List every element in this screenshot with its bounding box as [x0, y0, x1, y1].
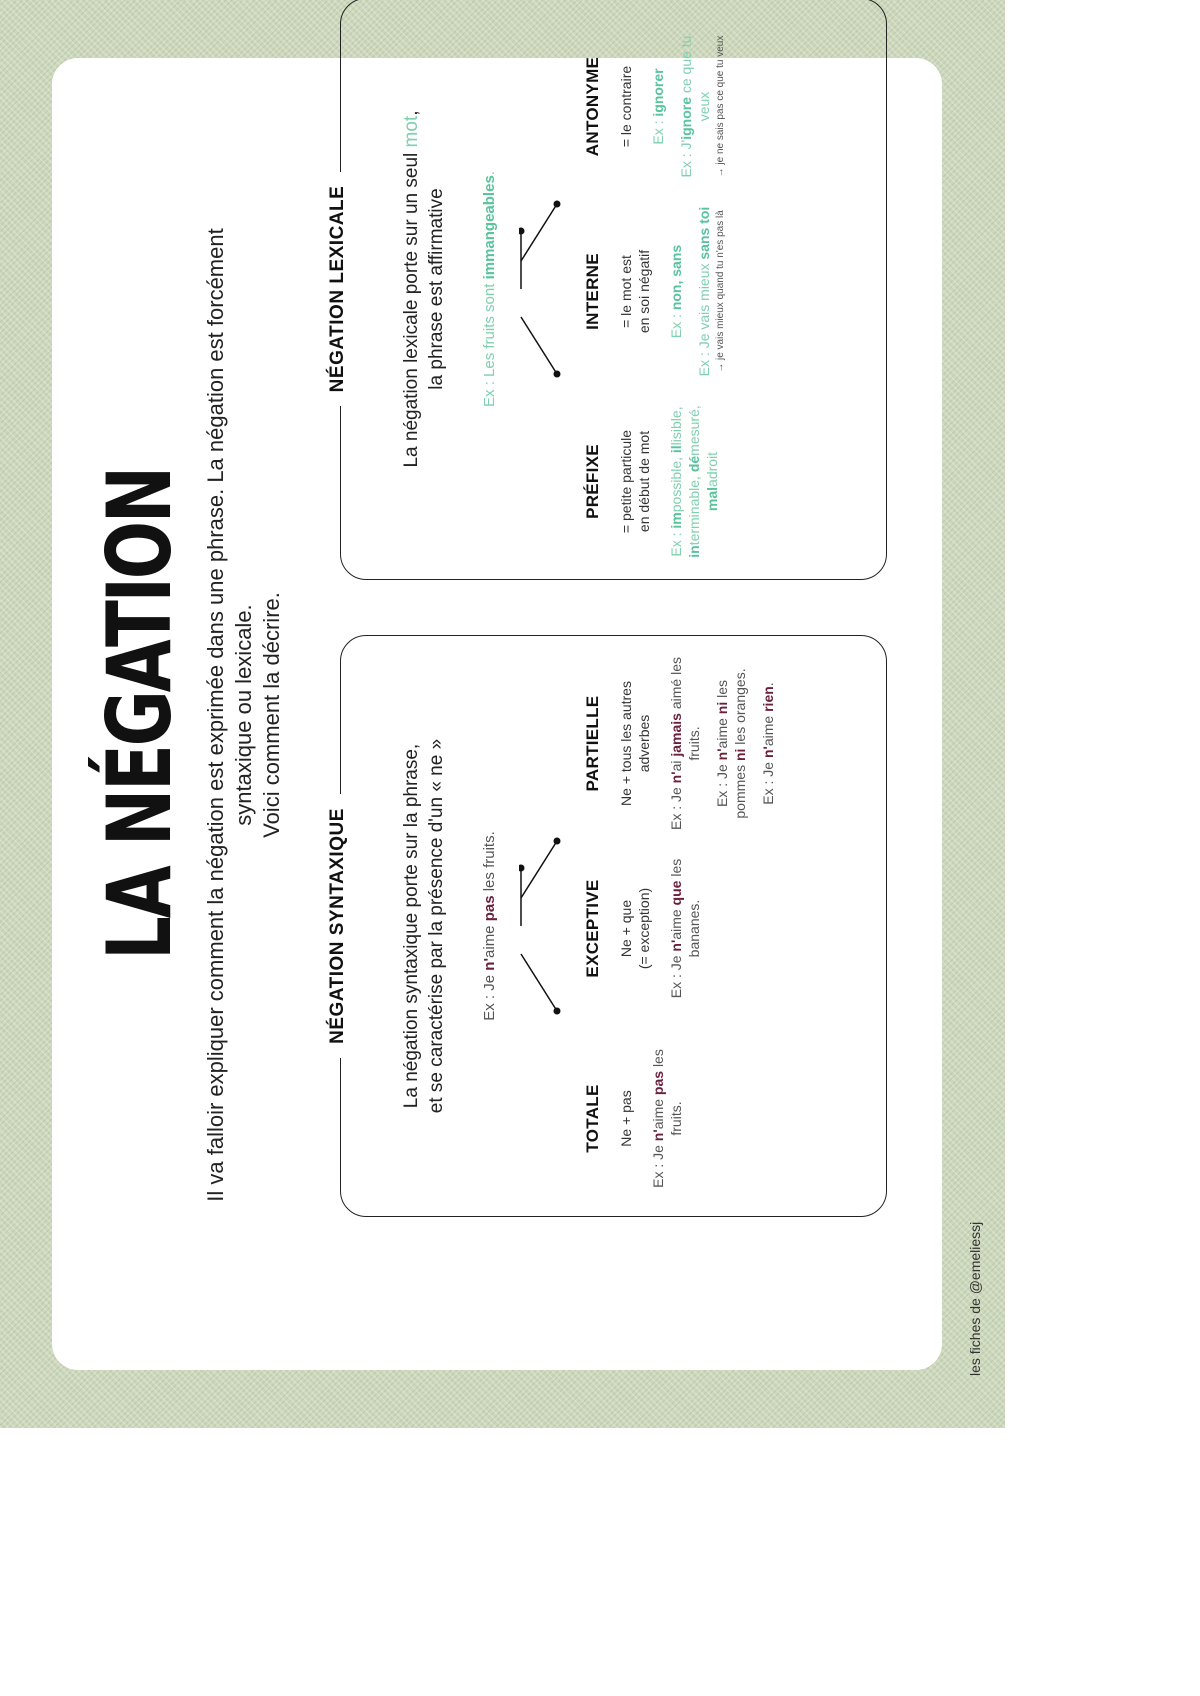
- intro-text: [202, 210, 286, 1220]
- credit-text: les fiches de @emeliessj: [967, 1221, 983, 1376]
- interne-example-2: Ex : Je vais mieux sans toi: [696, 206, 712, 377]
- antonyme-example-2: Ex : J'ignore ce que tu veux: [678, 35, 712, 178]
- partielle-example-1: Ex : Je n'ai jamais aimé les fruits.: [668, 657, 702, 830]
- partielle-example-2: Ex : Je n'aime ni les pommes ni les oranges.: [714, 668, 748, 819]
- interne-example-1: Ex : non, sans: [668, 244, 684, 339]
- interne-definition: = le mot est en soi négatif: [618, 249, 652, 334]
- syntaxique-desc-line-1: La négation syntaxique porte sur la phrase,: [401, 743, 422, 1109]
- partielle-definition: Ne + tous les autres adverbes: [618, 681, 652, 806]
- lexicale-example: Ex : Les fruits sont immangeables.: [481, 171, 498, 407]
- lexicale-desc-line-2: la phrase est affirmative: [426, 188, 447, 390]
- totale-definition: Ne + pas: [618, 1090, 634, 1147]
- lexicale-tree-lines: [519, 0, 579, 579]
- partielle-title: PARTIELLE: [583, 695, 602, 792]
- poster-content: [52, 35, 942, 1370]
- syntaxique-tree-lines: [519, 636, 579, 1216]
- col-antonyme: [583, 19, 727, 194]
- totale-title: TOTALE: [583, 1084, 602, 1153]
- antonyme-note: → je ne sais pas ce que tu veux: [715, 35, 726, 178]
- intro-line-1: Il va falloir expliquer comment la négation est exprimée dans une phrase. La négation est forcément syntaxique ou lexicale.: [203, 228, 256, 1202]
- lexicale-box: [327, 0, 887, 580]
- antonyme-title: ANTONYME: [583, 56, 602, 157]
- col-prefixe: [583, 394, 721, 569]
- intro-line-2: Voici comment la décrire.: [259, 592, 284, 838]
- col-interne: [583, 204, 727, 379]
- exceptive-example: Ex : Je n'aime que les bananes.: [668, 858, 702, 999]
- lexicale-title: NÉGATION LEXICALE: [327, 172, 348, 407]
- exceptive-title: EXCEPTIVE: [583, 879, 602, 978]
- col-totale: [583, 1031, 685, 1206]
- partielle-example-3: Ex : Je n'aime rien.: [760, 682, 776, 805]
- col-partielle: [583, 656, 777, 831]
- interne-note: → je vais mieux quand tu n'es pas là: [715, 210, 726, 373]
- col-exceptive: [583, 841, 703, 1016]
- prefixe-title: PRÉFIXE: [583, 444, 602, 519]
- interne-title: INTERNE: [583, 253, 602, 330]
- totale-example: Ex : Je n'aime pas les fruits.: [650, 1049, 684, 1188]
- antonyme-definition: = le contraire: [618, 65, 634, 148]
- lexicale-desc-line-1: La négation lexicale porte sur un seul mot,: [401, 110, 422, 468]
- prefixe-definition: = petite particule en début de mot: [618, 429, 652, 534]
- syntaxique-title: NÉGATION SYNTAXIQUE: [327, 794, 348, 1058]
- antonyme-example-1: Ex : ignorer: [650, 68, 666, 145]
- syntaxique-desc-line-2: et se caractérise par la présence d'un « ne »: [426, 738, 447, 1114]
- exceptive-definition: Ne + que (= exception): [618, 887, 652, 970]
- prefixe-example: Ex : impossible, illisible, interminable, démesuré, maladroit: [668, 405, 720, 558]
- syntaxique-example: Ex : Je n'aime pas les fruits.: [481, 831, 498, 1021]
- syntaxique-description: [399, 676, 449, 1176]
- syntaxique-box: [327, 635, 887, 1217]
- lexicale-description: [399, 39, 449, 539]
- page-title: LA NÉGATION: [88, 468, 191, 960]
